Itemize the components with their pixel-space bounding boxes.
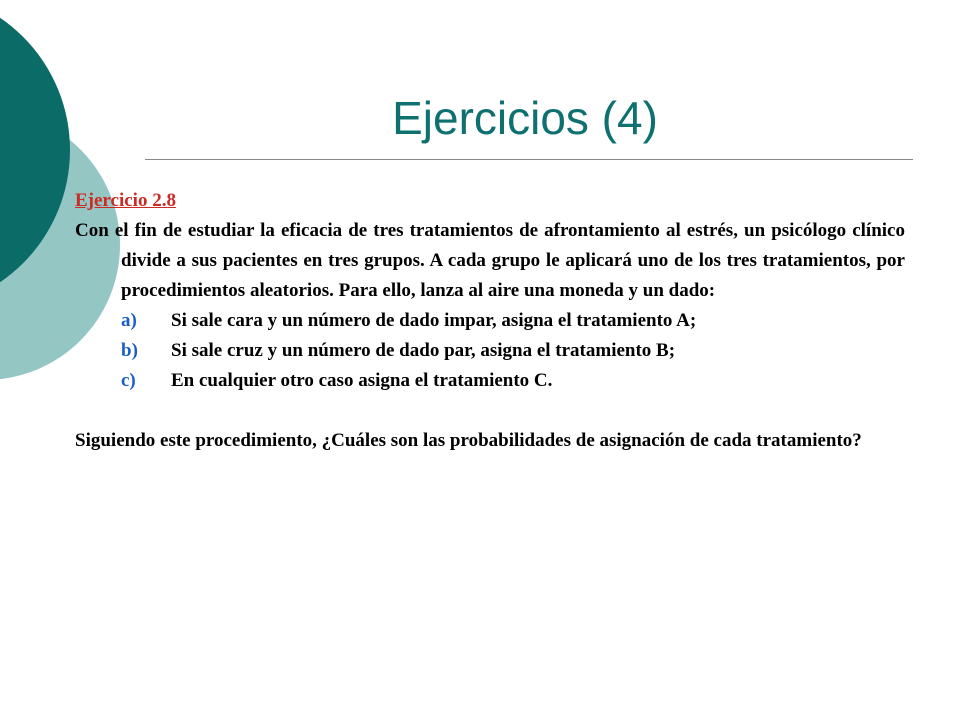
exercise-intro: Con el fin de estudiar la eficacia de tres tratamientos de afrontamiento al estrés, un psicólogo clínico divide a sus pacientes en tres grupos. A cada grupo le aplicará uno de los tres tratamientos, por procedimientos aleatorios. Para ello, lanza al aire una moneda y un dado: — [75, 220, 905, 301]
list-item-text: En cualquier otro caso asigna el tratamiento C. — [171, 370, 553, 391]
list-marker: b) — [121, 340, 138, 361]
title-divider — [145, 159, 913, 160]
exercise-heading: Ejercicio 2.8 — [75, 190, 176, 211]
list-marker: a) — [121, 310, 137, 331]
slide-content — [75, 186, 905, 456]
exercise-question: Siguiendo este procedimiento, ¿Cuáles son las probabilidades de asignación de cada tratamiento? — [75, 430, 862, 451]
option-list — [75, 306, 905, 396]
list-item — [75, 306, 905, 336]
list-marker: c) — [121, 370, 136, 391]
list-item — [75, 366, 905, 396]
slide-title: Ejercicios (4) — [392, 92, 658, 144]
spacer — [75, 396, 905, 426]
list-item-text: Si sale cruz y un número de dado par, asigna el tratamiento B; — [171, 340, 676, 361]
list-item-text: Si sale cara y un número de dado impar, asigna el tratamiento A; — [171, 310, 697, 331]
list-item — [75, 336, 905, 366]
